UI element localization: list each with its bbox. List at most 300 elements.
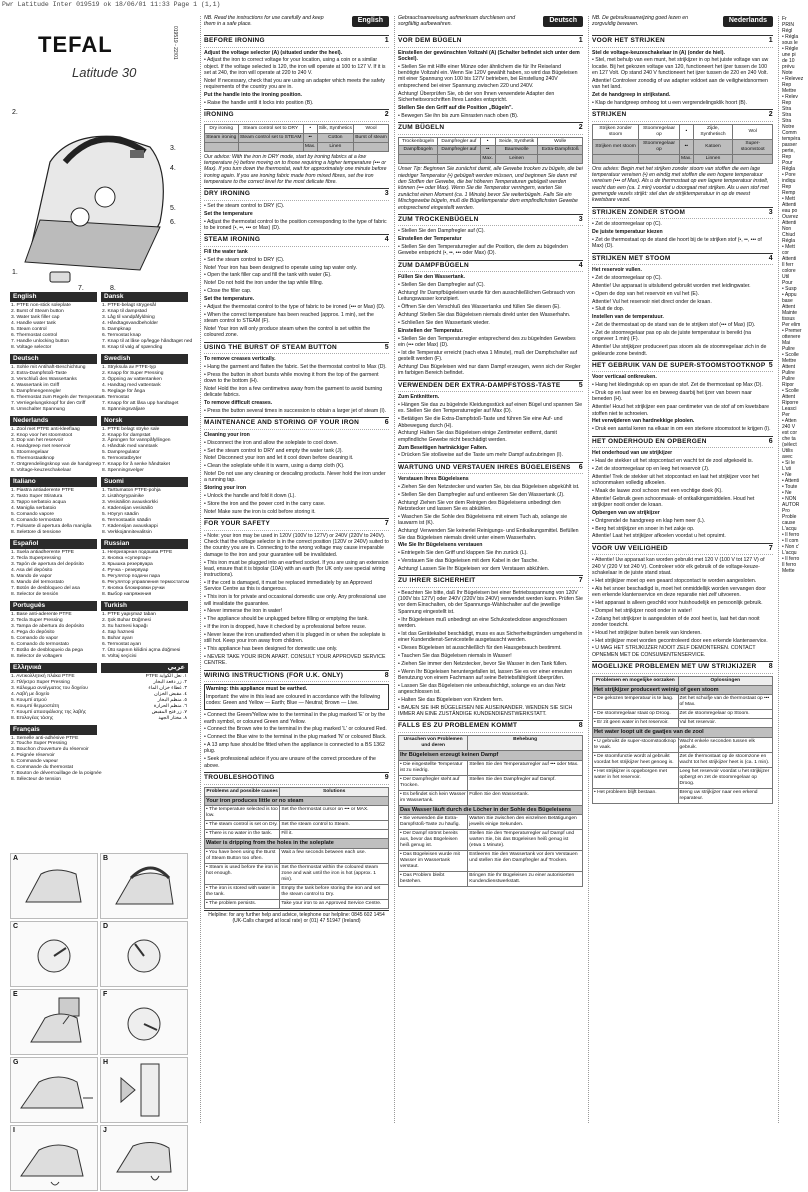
edge-line: • Attenti	[782, 478, 800, 484]
text: • Als het snoer beschadigd is, moet het onmiddellijk worden vervangen door een erkende klantenservice en deze reparatie niet zelf uitvoeren.	[592, 585, 766, 599]
text: 1	[384, 37, 389, 44]
text: Fill it.	[280, 830, 389, 839]
callout-4: 4.	[170, 165, 176, 172]
text: 3. Tappo serbatoio acqua	[11, 500, 66, 506]
text: 1. Piastra antiaderente PTFE	[11, 488, 75, 494]
lang-portugues	[10, 601, 97, 661]
text: Set the thermostat within the coloured steam zone and wait until the iron is hot (approx. 1 min).	[280, 864, 389, 885]
text: Extra-Dampfstoß	[538, 146, 583, 155]
text: Max.	[680, 154, 694, 163]
text: 9	[384, 774, 389, 782]
text: Achtung! Verwenden Sie keinerlei Reinigungs- und Entkalkungsmittel. Befüllen Sie das Bügeleisen niemals direkt unter einem Wasserhahn.	[398, 528, 579, 541]
edge-line: Attent	[782, 394, 796, 400]
text: ١. نعل الكواية PTFE	[145, 673, 187, 679]
edge-line: L'acqu	[782, 526, 797, 532]
lang-russian	[101, 539, 188, 599]
text: • A 13 amp fuse should be fitted when the appliance is connected to a BS 1362 plug.	[204, 742, 385, 755]
text: • Verstauen Sie das Bügeleisen mit dem Kabel in der Tasche.	[398, 558, 539, 565]
text: 8	[384, 671, 389, 679]
text: 7. Bouton de déverrouillage de la poignée	[11, 771, 102, 777]
column-english	[200, 16, 392, 1123]
text: Achtung! Stellen Sie das Bügeleisen niemals direkt unter den Wasserhahn.	[398, 312, 571, 319]
text: 6. Thermostat control	[11, 332, 58, 338]
text: 5	[578, 381, 583, 389]
thermostat-dial	[71, 208, 89, 226]
text: • Berg het strijkijzer en snoer in het zakje op.	[592, 525, 695, 532]
text: • Never immerse the iron in water!	[204, 608, 283, 615]
text: 4. Håndtak med vanntank	[102, 444, 158, 450]
section-super-stoomstoot	[592, 360, 773, 433]
text: • De stoomfunctie wordt al gebruikt voordat het strijkijzer heet genoeg is.	[593, 753, 679, 768]
text: ٤. مقبض الخزان	[154, 691, 187, 697]
edge-line: • Mett	[782, 196, 795, 202]
text: 7. Knap til at låse op/legge håndtaget ned	[102, 338, 193, 344]
text: A	[13, 855, 19, 862]
text: IRONING	[204, 111, 234, 119]
text: Attentie! Trek de stekker uit het stopcontact en laat het strijkijzer voor het schoonmaken volledig afkoelen.	[592, 473, 759, 487]
text: Entleeren Sie den Wassertank vor dem Verstauen und stellen Sie den Dampfregler auf Trocken.	[468, 851, 583, 872]
text: • Es befindet sich kein Wasser im Wassertank.	[399, 790, 468, 805]
text: 6. Termostaatin säädin	[102, 518, 152, 524]
text: Einstellen der Temperatur.	[398, 327, 463, 334]
printer-header: Pwr Latitude Inter 019519 ok 18/06/01 11:33 Page 1 (1,1)	[2, 1, 221, 8]
edge-line: L'uti	[782, 466, 792, 472]
section-mogelijke-problemen	[592, 661, 773, 804]
text: 8	[768, 663, 773, 671]
text: STEAM IRONING	[204, 236, 261, 244]
text: 7. Handle unlocking button	[11, 338, 69, 344]
parts-list	[10, 549, 97, 599]
text: 3. Bouchon d'ouverture du réservoir	[11, 747, 89, 753]
text: • Zet de stoomregelaar pas op als de juiste temperatuur is bereikt (na ongeveer 1 min) (F).	[592, 329, 751, 343]
text: • The steam control is set on Dry.	[205, 821, 280, 830]
text: 6. Termostat ayarı	[102, 641, 142, 647]
text: Put the handle into the ironing position.	[204, 92, 302, 99]
edge-line: Mette	[782, 568, 795, 574]
text: 6	[768, 437, 773, 445]
edge-line: prévu	[782, 64, 795, 70]
text: • Zolang het strijkijzer is aangesloten of de zool heet is, laat het dan nooit zonder toezicht.	[592, 615, 760, 628]
text: Attentie! Houd het strijkijzer een paar centimeter van de stof af om kwetsbare stoffen niet te schroeien.	[592, 404, 770, 417]
text: • Zet de stoomregelaar op en leeg het reservoir (J).	[592, 465, 710, 472]
text: Het water loopt uit de gaatjes van de zool	[593, 728, 773, 738]
text: 1. PTFE belagt stryke sale	[102, 426, 160, 432]
text: • Der Dampfregler steht auf Trocken.	[399, 775, 468, 790]
edge-line: colore	[782, 268, 796, 274]
text: Dansk	[101, 292, 188, 302]
text: 2. Knop voor het stoomstoot	[11, 432, 73, 438]
text: 3. Su haznesi kapağı	[102, 623, 148, 629]
text: Opbergen van uw strijkijzer	[592, 509, 660, 516]
text	[593, 154, 639, 163]
edge-line: Rep	[782, 184, 792, 190]
text: 5. Stoomregelaar	[11, 450, 49, 456]
text: Suomi	[101, 477, 188, 487]
section-safety	[204, 518, 389, 667]
text: 7. Κουμπί απασφάλισης της λαβής	[11, 709, 87, 715]
text: • Wenn Ihr Bügeleisen heruntergefallen ist, lassen Sie es vor einer erneuten Benutzung von einem Fachmann auf seine Betriebsfähigkeit überprüfen.	[398, 668, 573, 681]
section-onderhoud	[592, 436, 773, 540]
text: • This iron must be plugged into an earthed socket. If you are using an extension lead, ensure that it is bipolar (10A) with an earth (for UK only see special wiring instructions).	[204, 559, 389, 579]
edge-line: Pulire	[782, 346, 795, 352]
text: 1. Sohle mit Antihaft-Beschichtung	[11, 364, 86, 370]
lang-arabic	[101, 663, 188, 723]
text: Einstellen der gewünschten Voltzahl (A) (Schalter befindet sich unter dem Sockel).	[398, 49, 580, 62]
text: Burst of steam	[354, 133, 389, 142]
text: Norsk	[101, 416, 188, 426]
edge-line: Per	[782, 412, 790, 418]
text: Strijken met stoom	[593, 139, 639, 154]
text: 6. Termostatbryter	[102, 456, 142, 462]
text: 1. Tarttumaton PTFE-pohja	[102, 488, 161, 494]
text: • Hängen Sie das zu bügelnde Kleidungsstück auf einen Bügel und spannen Sie es. Stellen Sie den Temperaturregler auf Max (D).	[398, 401, 583, 415]
text: Water is dripping from the holes in the soleplate	[205, 839, 389, 849]
helpline: Helpline: for any further help and advice, telephone our helpline: 0845 602 1454 (UK-Calls charged at local rate) or (01) 47 51947 (Ireland)	[204, 910, 389, 924]
text: ٢. زر دفعة البخار	[153, 679, 187, 685]
text: • Ist das Gerätekabel beschädigt, muss es aus Sicherheitsgründen umgehend in einer Kundendienst-Servicestelle ausgetauscht werden.	[398, 630, 583, 644]
section-probleme	[398, 720, 583, 887]
text: • Dieses Bügeleisen ist ausschließlich für den Hausgebrauch bestimmt.	[398, 645, 562, 652]
text: 2	[384, 111, 389, 119]
step-f	[100, 989, 188, 1055]
text: Note! Your iron has been designed to operate using tap water only.	[204, 264, 358, 271]
section-ironing	[204, 109, 389, 185]
text: STRIJKEN ZONDER STOOM	[592, 208, 686, 216]
text: 3	[384, 190, 389, 198]
edge-line: cor	[782, 250, 789, 256]
text: 7	[578, 577, 583, 585]
text: 6	[578, 463, 583, 471]
text: 6. Регулятор управления термостатом	[102, 580, 190, 586]
lang-dansk	[101, 292, 193, 352]
text: • The temperature selected is too low.	[205, 806, 280, 821]
text: ZUM DAMPFBÜGELN	[398, 261, 469, 269]
text: 3. Water tank filler cap	[11, 314, 60, 320]
text: 7. Verriegelungsknopf für den Griff	[11, 400, 86, 406]
text: Achtung! Lassen Sie Ihr Bügeleisen vor dem Verstauen abkühlen.	[398, 565, 550, 572]
edge-line: • Atten	[782, 418, 797, 424]
text: • Set the steam control to DRY (C).	[204, 256, 285, 263]
lang-swedish	[101, 354, 188, 414]
text	[354, 142, 389, 151]
edge-line: Mettre	[782, 88, 797, 94]
text: 2. Lisähöyrypainike	[102, 494, 144, 500]
edge-line: Mettre	[782, 358, 797, 364]
edge-line: ottenere	[782, 334, 801, 340]
edge-line: Chiud	[782, 232, 796, 238]
text: • Waschen Sie die Sohle des Bügeleisens mit einem Tuch ab, solange sie lauwarm ist (K).	[398, 513, 568, 527]
section-dampfbugeln	[398, 260, 583, 377]
text: Stoomregelaar op	[639, 124, 680, 139]
text: Deutsch	[10, 354, 97, 364]
edge-line: PRIN	[782, 22, 794, 28]
edge-line: • Ne	[782, 472, 792, 478]
section-wartung	[398, 462, 583, 573]
text: 8. Sélecteur de tension	[11, 777, 62, 783]
edge-line: • Pore	[782, 172, 796, 178]
text: • U gebruikt de super-stoomstootknop te vaak.	[593, 738, 679, 753]
text: Super-stoomstoot	[733, 139, 773, 154]
edge-line: une pi	[782, 52, 796, 58]
edge-line: L'acqu	[782, 550, 797, 556]
text: 5. Κουμπί ατμού	[11, 697, 47, 703]
section-strijken-met-stoom	[592, 253, 773, 357]
edge-line: • Régla	[782, 34, 799, 40]
text: Wie Sie Ihr Bügeleisens verstauen	[398, 542, 483, 549]
text: 6	[384, 419, 389, 427]
text: 8. Voltage-keuzeschakelaar	[11, 468, 72, 474]
text: Leeg het reservoir voordat u het strijkijzer opbergt en zet de stoomregelaar op Droog.	[678, 768, 773, 789]
clipped-text-strip	[782, 16, 805, 574]
text: • Steam is used before the iron is hot enough.	[205, 864, 280, 885]
text: • BAUEN SIE IHR BÜGELEISEN NIE AUSEINANDER. WENDEN SIE SICH IMMER AN EINE ZUSTÄNDIGE KUNDENDIENSTWERKSTATT.	[398, 704, 573, 718]
edge-line: • Ne	[782, 490, 792, 496]
text: 3. Tampa de abertura do depósito	[11, 623, 85, 629]
text: 1. Αντικολλητική πλάκα PTFE	[11, 673, 75, 679]
step-g	[10, 1057, 98, 1123]
text: • Stellen Sie den Temperaturregler entsprechend des zu bügelnden Gewebes ein (••• oder Max) (D).	[398, 335, 576, 348]
text: ٣. غطاء خزان الماء	[148, 685, 187, 691]
text: 7. Ütü sapının kilidini açma düğmesi	[102, 647, 181, 653]
text: 7. Pulsante di apertura della maniglia	[11, 524, 92, 530]
text: Max.	[303, 142, 317, 151]
text: • Houd het strijkijzer buiten bereik van kinderen.	[592, 629, 702, 636]
text: 7. Ontgrendelingsknop van de handgreep	[11, 462, 102, 468]
text: 2. Şok Buhar Düğmesi	[102, 617, 151, 623]
text: Português	[10, 601, 97, 611]
text: • Zet de stoomregelaar op (C).	[592, 221, 662, 228]
step-i	[10, 1125, 98, 1191]
edge-line: Proble	[782, 514, 797, 520]
lang-deutsch	[10, 354, 103, 414]
text: 7	[384, 520, 389, 528]
text: C	[13, 923, 19, 930]
troubleshooting-table	[204, 787, 389, 909]
callout-3: 3.	[170, 145, 176, 152]
text: Zet de thermostaat op de stoomzone en wacht tot het strijkijzer heet is (ca. 1 min).	[678, 753, 773, 768]
column-deutsch	[394, 16, 586, 1123]
text: • Connect the Blue wire to the terminal in the plug marked 'N' or coloured Black.	[204, 734, 387, 741]
text: 4. Håndtagsvandbeholder	[102, 320, 159, 326]
text: 2	[768, 111, 773, 119]
edge-line: che ta	[782, 436, 796, 442]
text: Set the steam control to Steam.	[280, 821, 389, 830]
text: Ihr Bügeleisen erzeugt keinen Dampf	[399, 750, 583, 760]
text: ZUM BÜGELN	[398, 123, 445, 131]
text: Achtung! Ziehen Sie vor dem Reinigen des Bügeleisens unbedingt den Netzstecker und lassen Sie es abkühlen.	[398, 499, 561, 513]
text: 3. Vesisäiliön avauskorkki	[102, 500, 158, 506]
text: G	[13, 1059, 19, 1066]
iron-soleplate	[25, 220, 160, 270]
text: • Never leave the iron unattended when it is plugged in or when the soleplate is still hot. Keep your iron away from children.	[204, 631, 386, 645]
text: Dampfbügeln	[399, 146, 438, 155]
edge-line: Attenti	[782, 256, 797, 262]
edge-line: Attenti	[782, 220, 797, 226]
edge-line: Leasci	[782, 406, 797, 412]
edge-line: passer	[782, 142, 798, 148]
voltage-selector	[50, 272, 70, 282]
text: • This iron is for private and occasional domestic use only. Any professional use will invalidate the guarantee.	[204, 594, 387, 607]
edge-line: Régl	[782, 28, 793, 34]
section-extra-dampfstoss	[398, 380, 583, 459]
text: E	[13, 991, 18, 998]
text: • Het strijkijzer is opgeborgen met water in het reservoir.	[593, 768, 679, 789]
text: Wool	[354, 124, 389, 133]
text: Achtung! Ihr Dampfbügeleisen wurde für den ausschließlichen Gebrauch von Leitungswasser konzipiert.	[398, 289, 575, 303]
edge-line: Attent	[782, 364, 796, 370]
text: Problemen en mogelijke oorzaken	[593, 676, 679, 685]
lang-norsk	[101, 416, 188, 476]
text: VOOR HET STRIJKEN	[592, 37, 665, 44]
edge-line: Il ferr	[782, 262, 794, 268]
text: • Clean the soleplate while it is warm, using a damp cloth (K).	[204, 463, 345, 470]
text: Take your iron to an Approved Service Centre.	[280, 899, 389, 908]
text: Cleaning your iron	[204, 431, 250, 438]
text: Oplossingen	[678, 676, 773, 685]
parts-list	[101, 611, 188, 661]
text: 4. Kädensijan vesisäiliö	[102, 506, 153, 512]
text: 8. Verkkojännitevalitsin	[102, 530, 152, 536]
text: 4	[578, 261, 583, 269]
text: Wol	[733, 124, 773, 139]
text: Note! Your iron will only produce steam when the control is set within the coloured zone.	[204, 325, 371, 339]
edge-line: • Scolle	[782, 352, 799, 358]
text: • U MAG HET STRIJKIJZER NOOIT ZELF DEMONTEREN. CONTACT OPNEMEN MET DE CONSUMENTENSERVICE.	[592, 645, 756, 658]
edge-line: Régla	[782, 166, 796, 172]
text: Turkish	[101, 601, 188, 611]
parts-list	[101, 487, 188, 537]
text: Het reservoir vullen.	[592, 267, 642, 274]
edge-line: base	[782, 298, 793, 304]
text: 3. Tapón de apertura del depósito	[11, 562, 84, 568]
text: 1. PTFE-belagt strygesål	[102, 302, 156, 308]
text: • Druk een aantal keren na elkaar in om een sterkere stoomstoot te krijgen (I).	[592, 426, 771, 433]
callout-5: 5.	[170, 205, 176, 212]
text	[399, 155, 438, 164]
text: عربي	[101, 663, 188, 673]
edge-line: Stra	[782, 118, 792, 124]
step-illustrations	[10, 853, 188, 1134]
text: 5. Höyryn säädin	[102, 512, 139, 518]
parts-list	[101, 364, 188, 414]
step-d	[100, 921, 188, 987]
text: 5. Регулятор подачи пара	[102, 574, 160, 580]
text: Unser Tip: Beginnen Sie zunächst damit, alle Gewebe trocken zu bügeln, die bei niedriger Temperatur (•) gebügelt werden müssen, und beginnen Sie dann mit den Stoffen der Gewebe, die bei höheren Temperaturen gebügelt werden können (••• oder Max). Wenn Sie die Temperatur verringern, warten Sie zunächst einen Moment (ca. 1 Minute) bevor Sie weiterbügeln. Falls Sie ein Mischgewebe bügeln, muß die Bügeltemperatur dem empfindlichsten Gewebe entsprechend eingestellt werden.	[398, 166, 583, 211]
section-dry-ironing	[204, 188, 389, 231]
text: Het verwijderen van hardnekkige plooien.	[592, 418, 695, 425]
text: 5. Dampfmengenregler	[11, 388, 62, 394]
text: 7. Botón de desbloqueo del asa	[11, 586, 80, 592]
text: Wolle	[538, 137, 583, 146]
troubleshooting-table	[592, 676, 773, 804]
text: Steam control set to STEAM	[238, 133, 303, 142]
text: • Ziehen Sie immer den Netzstecker, bevor Sie Wasser in den Tank füllen.	[398, 660, 568, 667]
text: 4. Ручка - резервуар	[102, 568, 149, 574]
text: 2	[578, 123, 583, 131]
text: 3	[578, 215, 583, 223]
text: Cotton	[317, 133, 354, 142]
water-cap	[130, 150, 144, 158]
edge-line: Non	[782, 226, 792, 232]
text: 4. Handgreep met reservoir	[11, 444, 71, 450]
language-tab: Deutsch	[543, 16, 583, 27]
text	[733, 154, 773, 163]
text: • De gekozen temperatuur is te laag.	[593, 695, 679, 710]
text: Katoen	[693, 139, 733, 154]
text: 1. Непригарная подошва PTFE	[102, 550, 173, 556]
text: • Sluit de dop.	[592, 306, 625, 313]
text: Note! Do not use any cleaning or descaling products. Never hold the iron under a running tap.	[204, 471, 386, 484]
text: • Het strijkijzer moet worden gecontroleerd door een erkende klantenservice.	[592, 637, 768, 644]
text: • Raise the handle until it locks into position (B).	[204, 99, 314, 106]
text: Breng uw strijkijzer naar een erkend reparateur.	[678, 789, 773, 804]
section-strijken	[592, 109, 773, 204]
text: • Ontgrendel de handgreep en klap hem neer (L).	[592, 517, 706, 524]
text: Behebung	[468, 735, 583, 750]
text: VOR DEM BÜGELN	[398, 37, 462, 44]
text: ٨. مختار الجهد	[158, 715, 187, 721]
text: Italiano	[10, 477, 97, 487]
text: Baumwolle	[495, 146, 538, 155]
text: Instellen van de temperatuur.	[592, 314, 664, 321]
text: VERWENDEN DER EXTRA-DAMPFSTOSS-TASTE	[398, 381, 561, 389]
text: • Zet de stoomregelaar op (C).	[592, 275, 662, 282]
section-voor-het-strijken	[592, 35, 773, 106]
brand-logo: TEFAL	[38, 32, 113, 57]
text: Set the temperature.	[204, 295, 255, 302]
edge-line: (sélect	[782, 442, 797, 448]
text: 4. Pega do depósito	[11, 629, 55, 635]
text: Achtung! Das Bügeleisen wird nur dann Dampf erzeugen, wenn sich der Regler im farbigen Bereich befindet.	[398, 363, 581, 377]
callout-6: 6.	[170, 219, 176, 226]
text: • Open de dop van het reservoir en vul het (E).	[592, 290, 700, 297]
text: Important: the wire in this lead are coloured in accordance with the following codes: Green and Yellow — Earth; Blue — Neutral; Brown — Live.	[206, 694, 381, 707]
language-tab: English	[352, 16, 389, 27]
edge-line: Ouvrez	[782, 214, 799, 220]
text: Empty the tank before storing the iron and set the steam control to Dry.	[280, 885, 389, 900]
text: • The iron is stored with water in the tank.	[205, 885, 280, 900]
parts-lists	[10, 292, 193, 786]
edge-line: Notre	[782, 124, 795, 130]
text: • Das Bügeleisen wurde mit Wasser im Wassertank verstaut.	[399, 851, 468, 872]
text: • Drücken Sie stoßweise auf die Taste um mehr Dampf aufzubringen (I).	[398, 452, 563, 459]
text: • Ihr Bügeleisen muß unbedingt an eine Schukosteckdose angeschlossen werden.	[398, 616, 568, 629]
text: Strijken zonder stoom	[593, 124, 639, 139]
text: • Maak de lauwe zool schoon met een vochtige doek (K).	[592, 487, 723, 494]
text: Steam ironing	[205, 133, 239, 142]
step-j	[100, 1125, 188, 1191]
edge-line: AUTOR	[782, 502, 800, 508]
text: 1. Stryksula av PTFE-typ	[102, 364, 157, 370]
text: Note! Do not hold the iron under the tap while filling.	[204, 280, 324, 287]
edge-line: Util	[782, 274, 790, 280]
text: • Sie verwenden die Extra-Dampfstoß-Taste zu häufig.	[399, 815, 468, 830]
text: • This appliance has been designed for domestic use only.	[204, 646, 338, 653]
text: 7. Botão de desbloqueio da pega	[11, 647, 83, 653]
edge-line: • Il ferro	[782, 532, 800, 538]
text: 3	[768, 208, 773, 216]
text: Attentie! Uw strijkijzer produceert pas stoom als de stoomregelaar zich in de gekleurde zone bevindt.	[592, 344, 767, 357]
edge-line: Stra	[782, 106, 792, 112]
text: Set the thermostat cursor on ••• or MAX.	[280, 806, 389, 821]
section-wiring	[204, 670, 389, 769]
edge-line: • Toute	[782, 484, 798, 490]
text: • Beachten Sie bitte, daß Ihr Bügeleisen bei einer Betriebsspannung von 120V (100V bis 127V) oder 240V (220V bis 240V) verwendet werden kann. Prüfen Sie vor dem Einschalten, ob der Spannungs-Wählschalter auf die jeweilige Spannung eingestellt ist.	[398, 589, 583, 615]
edge-line: Pour	[782, 280, 793, 286]
edge-line: Note	[782, 70, 793, 76]
section-maintenance	[204, 417, 389, 515]
text: • Stellen Sie den Dampfregler auf und entleeren Sie den Wassertank (J).	[398, 491, 565, 498]
